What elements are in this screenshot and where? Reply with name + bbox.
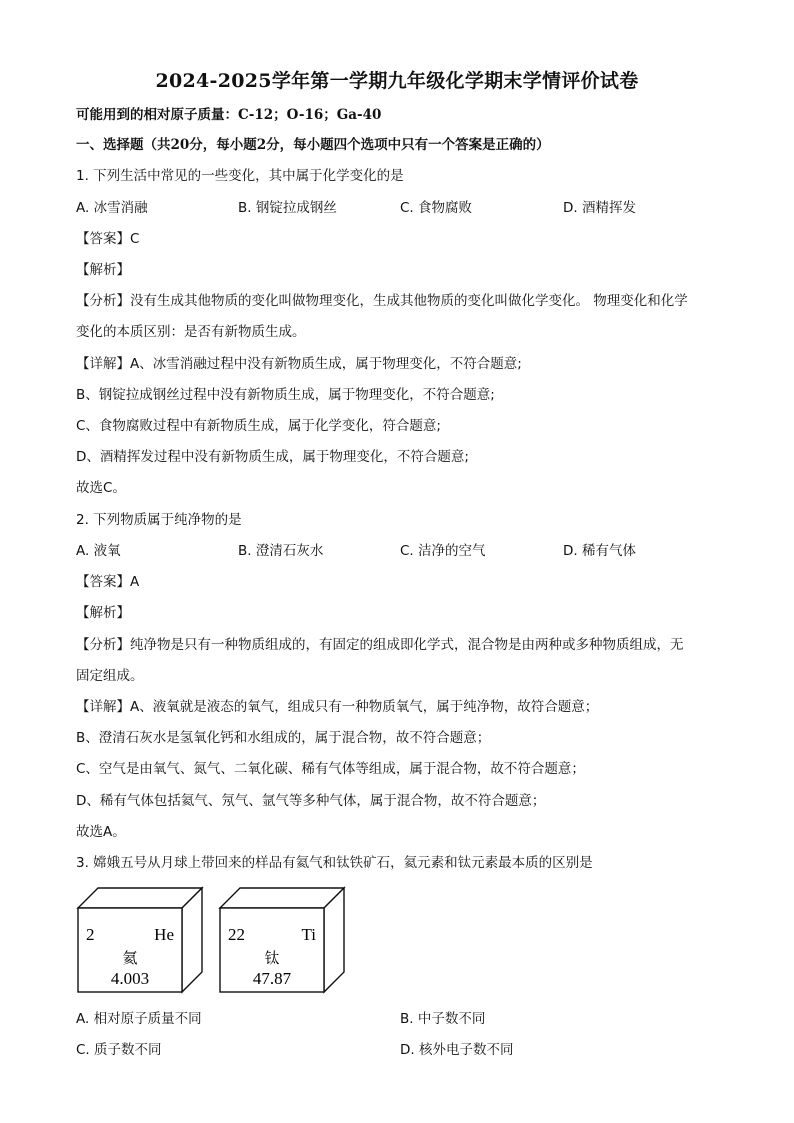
q2-analysis-label: 【解析】 [76, 605, 130, 621]
q2-analysis-1: 【分析】纯净物是只有一种物质组成的，有固定的组成即化学式，混合物是由两种或多种物质组成，无 [76, 637, 684, 653]
titanium-symbol: Ti [301, 925, 316, 944]
q1-option-a: A. 冰雪消融 [76, 200, 148, 216]
helium-atomic-number: 2 [86, 925, 95, 944]
q1-detail-4: D、酒精挥发过程中没有新物质生成，属于物理变化，不符合题意; [76, 449, 469, 465]
q1-analysis-2: 变化的本质区别：是否有新物质生成。 [76, 324, 306, 340]
titanium-name: 钛 [264, 949, 280, 967]
q2-option-b: B. 澄清石灰水 [238, 543, 324, 559]
q3-option-b: B. 中子数不同 [400, 1011, 486, 1027]
atomic-mass-line: 可能用到的相对原子质量：C-12；O-16；Ga-40 [76, 107, 382, 123]
q2-option-c: C. 洁净的空气 [400, 543, 486, 559]
q3-option-a: A. 相对原子质量不同 [76, 1011, 202, 1027]
q2-option-d: D. 稀有气体 [563, 543, 636, 559]
q3-option-d: D. 核外电子数不同 [400, 1042, 514, 1058]
q1-stem: 1. 下列生活中常见的一些变化，其中属于化学变化的是 [76, 168, 404, 184]
q2-stem: 2. 下列物质属于纯净物的是 [76, 512, 242, 528]
q1-conclusion: 故选C。 [76, 480, 126, 496]
q1-answer: 【答案】C [76, 231, 140, 247]
q1-analysis-1: 【分析】没有生成其他物质的变化叫做物理变化，生成其他物质的变化叫做化学变化。 物理变化和化学 [76, 293, 688, 309]
q1-option-d: D. 酒精挥发 [563, 200, 636, 216]
element-cube-helium [76, 886, 206, 996]
q3-option-c: C. 质子数不同 [76, 1042, 162, 1058]
q2-detail-2: B、澄清石灰水是氢氧化钙和水组成的，属于混合物，故不符合题意； [76, 730, 491, 746]
titanium-atomic-number: 22 [228, 925, 245, 944]
q2-conclusion: 故选A。 [76, 824, 126, 840]
q1-option-c: C. 食物腐败 [400, 200, 473, 216]
q2-detail-4: D、稀有气体包括氦气、氖气、氩气等多种气体，属于混合物，故不符合题意； [76, 793, 546, 809]
helium-symbol: He [154, 925, 174, 944]
page-title: 2024-2025学年第一学期九年级化学期末学情评价试卷 [155, 70, 639, 92]
q2-option-a: A. 液氧 [76, 543, 121, 559]
q2-answer: 【答案】A [76, 574, 140, 590]
q2-detail-1: 【详解】A、液氧就是液态的氧气，组成只有一种物质氧气，属于纯净物，故符合题意； [76, 699, 599, 715]
helium-name: 氦 [122, 949, 138, 967]
q1-detail-2: B、钢锭拉成钢丝过程中没有新物质生成，属于物理变化，不符合题意; [76, 387, 495, 403]
q1-option-b: B. 钢锭拉成钢丝 [238, 200, 337, 216]
helium-mass: 4.003 [110, 969, 150, 988]
q1-detail-1: 【详解】A、冰雪消融过程中没有新物质生成，属于物理变化，不符合题意; [76, 356, 522, 372]
section-heading: 一、选择题（共20分，每小题2分，每小题四个选项中只有一个答案是正确的） [76, 137, 550, 153]
cube-top-face [220, 888, 344, 908]
q2-analysis-2: 固定组成。 [76, 668, 144, 684]
cube-top-face [78, 888, 202, 908]
titanium-mass: 47.87 [252, 969, 292, 988]
q1-detail-3: C、食物腐败过程中有新物质生成，属于化学变化，符合题意; [76, 418, 441, 434]
q2-detail-3: C、空气是由氧气、氮气、二氧化碳、稀有气体等组成，属于混合物，故不符合题意； [76, 761, 585, 777]
element-cube-titanium [218, 886, 348, 996]
q3-stem: 3. 嫦娥五号从月球上带回来的样品有氦气和钛铁矿石，氦元素和钛元素最本质的区别是 [76, 855, 593, 871]
q1-analysis-label: 【解析】 [76, 262, 130, 278]
